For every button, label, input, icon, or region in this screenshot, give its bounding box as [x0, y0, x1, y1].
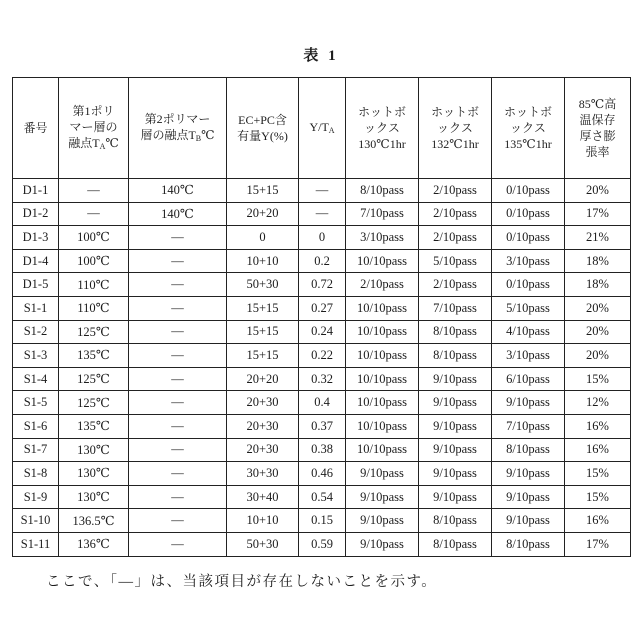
results-table — [12, 77, 631, 557]
table-cell: S1-4 — [13, 367, 59, 391]
table-cell: 50+30 — [227, 532, 299, 556]
table-cell: 15% — [565, 367, 631, 391]
column-header-sample-number: 番号 — [13, 78, 59, 179]
table-cell: 4/10pass — [492, 320, 565, 344]
table-cell: 9/10pass — [492, 509, 565, 533]
column-header-high-temp-storage-expansion: 85℃高 温保存 厚さ膨 張率 — [565, 78, 631, 179]
table-cell: 20% — [565, 320, 631, 344]
table-cell: 15+15 — [227, 179, 299, 203]
table-cell: D1-1 — [13, 179, 59, 203]
table-row — [13, 485, 631, 509]
table-cell: 5/10pass — [492, 296, 565, 320]
table-cell: 8/10pass — [346, 179, 419, 203]
table-cell: 10/10pass — [346, 344, 419, 368]
table-cell: 125℃ — [59, 391, 129, 415]
table-cell: D1-2 — [13, 202, 59, 226]
table-cell: 9/10pass — [492, 462, 565, 486]
table-cell: 2/10pass — [419, 179, 492, 203]
table-cell: 135℃ — [59, 414, 129, 438]
table-cell: 3/10pass — [346, 226, 419, 250]
table-cell: 135℃ — [59, 344, 129, 368]
table-cell: 0.46 — [299, 462, 346, 486]
table-cell: S1-5 — [13, 391, 59, 415]
table-cell: 0.4 — [299, 391, 346, 415]
table-row — [13, 226, 631, 250]
table-row — [13, 438, 631, 462]
table-cell: 130℃ — [59, 485, 129, 509]
table-cell: 0/10pass — [492, 179, 565, 203]
table-cell: 0.38 — [299, 438, 346, 462]
table-cell: 7/10pass — [419, 296, 492, 320]
table-cell: 0 — [227, 226, 299, 250]
table-cell: 30+30 — [227, 462, 299, 486]
column-header-hot-box-135: ホットボ ックス 135℃1hr — [492, 78, 565, 179]
table-cell: 125℃ — [59, 320, 129, 344]
table-cell: 100℃ — [59, 249, 129, 273]
table-cell: 110℃ — [59, 296, 129, 320]
table-cell: 10/10pass — [346, 414, 419, 438]
table-cell: D1-3 — [13, 226, 59, 250]
table-cell: 15+15 — [227, 320, 299, 344]
table-cell: — — [299, 202, 346, 226]
table-cell: 7/10pass — [492, 414, 565, 438]
table-cell: — — [129, 462, 227, 486]
table-cell: 9/10pass — [419, 485, 492, 509]
table-cell: 2/10pass — [419, 273, 492, 297]
table-cell: S1-9 — [13, 485, 59, 509]
table-cell: 10/10pass — [346, 320, 419, 344]
table-cell: 10+10 — [227, 249, 299, 273]
table-cell: 15+15 — [227, 296, 299, 320]
table-row — [13, 462, 631, 486]
table-cell: — — [59, 202, 129, 226]
table-cell: — — [129, 320, 227, 344]
table-cell: 0.37 — [299, 414, 346, 438]
table-cell: 0/10pass — [492, 273, 565, 297]
column-header-polymer2-melting-point: 第2ポリマー 層の融点$T_B℃$ — [129, 78, 227, 179]
table-cell: 30+40 — [227, 485, 299, 509]
table-cell: — — [129, 509, 227, 533]
table-row — [13, 532, 631, 556]
table-cell: 0.72 — [299, 273, 346, 297]
table-cell: 16% — [565, 414, 631, 438]
table-cell: 0.59 — [299, 532, 346, 556]
table-cell: 10+10 — [227, 509, 299, 533]
table-cell: 9/10pass — [419, 391, 492, 415]
table-cell: 136℃ — [59, 532, 129, 556]
table-cell: 16% — [565, 509, 631, 533]
table-cell: 8/10pass — [492, 532, 565, 556]
table-cell: 7/10pass — [346, 202, 419, 226]
table-cell: S1-11 — [13, 532, 59, 556]
table-cell: — — [129, 226, 227, 250]
table-cell: 12% — [565, 391, 631, 415]
table-cell: 9/10pass — [419, 438, 492, 462]
table-cell: 17% — [565, 532, 631, 556]
column-header-hot-box-130: ホットボ ックス 130℃1hr — [346, 78, 419, 179]
table-cell: 8/10pass — [419, 344, 492, 368]
table-cell: 8/10pass — [419, 509, 492, 533]
table-cell: 3/10pass — [492, 344, 565, 368]
column-header-hot-box-132: ホットボ ックス 132℃1hr — [419, 78, 492, 179]
table-cell: 6/10pass — [492, 367, 565, 391]
table-row — [13, 344, 631, 368]
table-cell: 10/10pass — [346, 367, 419, 391]
table-cell: — — [129, 414, 227, 438]
table-row — [13, 249, 631, 273]
table-cell: 0.54 — [299, 485, 346, 509]
table-cell: — — [129, 249, 227, 273]
table-cell: 0.27 — [299, 296, 346, 320]
table-title: 表 1 — [303, 48, 339, 64]
table-cell: 16% — [565, 438, 631, 462]
table-cell: 100℃ — [59, 226, 129, 250]
table-cell: 130℃ — [59, 438, 129, 462]
table-cell: 18% — [565, 273, 631, 297]
table-cell: 18% — [565, 249, 631, 273]
table-cell: 9/10pass — [346, 485, 419, 509]
table-cell: 0.15 — [299, 509, 346, 533]
table-cell: S1-8 — [13, 462, 59, 486]
table-cell: 20% — [565, 179, 631, 203]
table-row — [13, 414, 631, 438]
table-cell: 8/10pass — [492, 438, 565, 462]
table-cell: 2/10pass — [346, 273, 419, 297]
table-cell: 2/10pass — [419, 202, 492, 226]
table-cell: — — [129, 391, 227, 415]
table-cell: S1-6 — [13, 414, 59, 438]
table-cell: 20+30 — [227, 438, 299, 462]
table-row — [13, 391, 631, 415]
header-row — [13, 78, 631, 179]
table-cell: 9/10pass — [346, 462, 419, 486]
table-cell: — — [129, 532, 227, 556]
table-cell: 20% — [565, 296, 631, 320]
table-cell: S1-10 — [13, 509, 59, 533]
table-cell: 10/10pass — [346, 249, 419, 273]
table-cell: 10/10pass — [346, 438, 419, 462]
table-row — [13, 296, 631, 320]
table-cell: 0/10pass — [492, 226, 565, 250]
table-cell: 20+30 — [227, 391, 299, 415]
table-row — [13, 320, 631, 344]
table-cell: 9/10pass — [346, 509, 419, 533]
table-cell: 0.2 — [299, 249, 346, 273]
table-row — [13, 367, 631, 391]
table-cell: S1-3 — [13, 344, 59, 368]
table-cell: 8/10pass — [419, 532, 492, 556]
column-header-polymer1-melting-point: 第1ポリ マー層の 融点$T_A℃$ — [59, 78, 129, 179]
table-cell: 20+20 — [227, 367, 299, 391]
footnote: ここで、「—」は、当該項目が存在しないことを示す。 — [46, 574, 438, 590]
table-cell: 15% — [565, 462, 631, 486]
table-cell: 9/10pass — [346, 532, 419, 556]
table-row — [13, 509, 631, 533]
table-cell: 50+30 — [227, 273, 299, 297]
table-row — [13, 179, 631, 203]
table-cell: 140℃ — [129, 202, 227, 226]
table-cell: — — [129, 296, 227, 320]
table-cell: 9/10pass — [419, 367, 492, 391]
table-cell: — — [129, 485, 227, 509]
table-row — [13, 273, 631, 297]
table-cell: 9/10pass — [492, 485, 565, 509]
table-cell: 140℃ — [129, 179, 227, 203]
table-cell: 2/10pass — [419, 226, 492, 250]
table-cell: — — [129, 273, 227, 297]
table-cell: 9/10pass — [492, 391, 565, 415]
table-cell: — — [129, 438, 227, 462]
table-cell: 10/10pass — [346, 391, 419, 415]
table-cell: 110℃ — [59, 273, 129, 297]
table-body — [13, 179, 631, 557]
table-cell: 9/10pass — [419, 414, 492, 438]
table-cell: 17% — [565, 202, 631, 226]
table-cell: 125℃ — [59, 367, 129, 391]
table-cell: D1-4 — [13, 249, 59, 273]
table-cell: 130℃ — [59, 462, 129, 486]
table-cell: 15% — [565, 485, 631, 509]
table-cell: 3/10pass — [492, 249, 565, 273]
table-cell: 20+20 — [227, 202, 299, 226]
table-cell: 5/10pass — [419, 249, 492, 273]
table-cell: D1-5 — [13, 273, 59, 297]
table-cell: 0.22 — [299, 344, 346, 368]
table-header — [13, 78, 631, 179]
table-cell: 9/10pass — [419, 462, 492, 486]
table-cell: 20+30 — [227, 414, 299, 438]
table-cell: — — [59, 179, 129, 203]
table-cell: S1-7 — [13, 438, 59, 462]
table-cell: 0.32 — [299, 367, 346, 391]
table-cell: 0.24 — [299, 320, 346, 344]
column-header-ec-pc-content: EC+PC含 有量Y(%) — [227, 78, 299, 179]
table-cell: S1-2 — [13, 320, 59, 344]
table-row — [13, 202, 631, 226]
table-cell: — — [129, 367, 227, 391]
table-cell: S1-1 — [13, 296, 59, 320]
column-header-y-over-ta: $Y/T_A$ — [299, 78, 346, 179]
table-cell: 10/10pass — [346, 296, 419, 320]
table-cell: 0/10pass — [492, 202, 565, 226]
table-cell: 8/10pass — [419, 320, 492, 344]
table-cell: 20% — [565, 344, 631, 368]
table-cell: 15+15 — [227, 344, 299, 368]
table-cell: — — [129, 344, 227, 368]
table-cell: — — [299, 179, 346, 203]
table-cell: 21% — [565, 226, 631, 250]
table-cell: 136.5℃ — [59, 509, 129, 533]
table-cell: 0 — [299, 226, 346, 250]
